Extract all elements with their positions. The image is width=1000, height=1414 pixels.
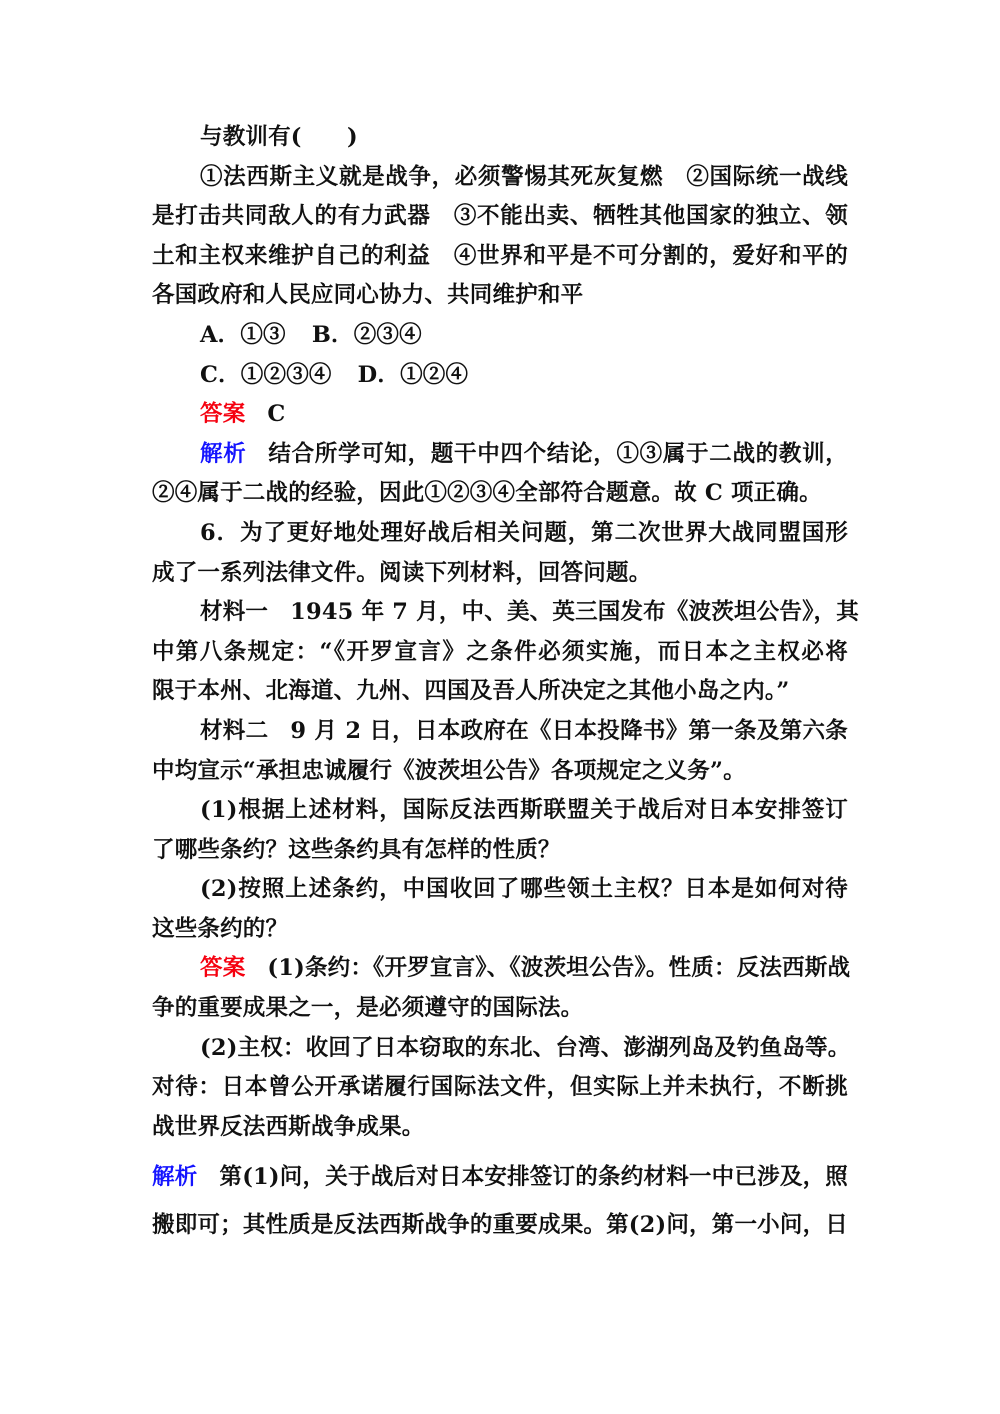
material1-text: 1945 年 7 月，中、美、英三国发布《波茨坦公告》，其	[290, 599, 859, 626]
statement-line: ①法西斯主义就是战争，必须警惕其死灰复燃 ②国际统一战线	[200, 163, 848, 190]
sub-question-1: (1)根据上述材料，国际反法西斯联盟关于战后对日本安排签订	[200, 797, 848, 824]
material1-line: 限于本州、北海道、九州、四国及吾人所决定之其他小岛之内。”	[152, 678, 790, 705]
statement-line: 土和主权来维护自己的利益 ④世界和平是不可分割的，爱好和平的	[152, 242, 848, 269]
analysis6-row	[152, 1153, 848, 1201]
question6-stem: 成了一系列法律文件。阅读下列材料，回答问题。	[152, 559, 652, 586]
material1-line: 中第八条规定：“《开罗宣言》之条件必须实施，而日本之主权必将	[152, 638, 848, 665]
material1-label: 材料一	[200, 599, 269, 626]
answer-value: C	[267, 401, 286, 428]
option-b: B．②③④	[311, 321, 422, 348]
material2-row	[152, 712, 848, 752]
answer-line: 战世界反法西斯战争成果。	[152, 1113, 425, 1140]
analysis-label: 解析	[200, 440, 247, 467]
options-row-ab	[152, 316, 848, 356]
question-stem-tail: 与教训有( )	[200, 124, 358, 150]
answer-text: (1)条约：《开罗宣言》、《波茨坦公告》。性质：反法西斯战	[267, 955, 851, 982]
options-row-cd	[152, 356, 848, 396]
answer-line: 对待：日本曾公开承诺履行国际法文件，但实际上并未执行，不断挑	[152, 1074, 848, 1101]
sub-question-1-line: 了哪些条约？这些条约具有怎样的性质？	[152, 836, 561, 863]
statement-line: 是打击共同敌人的有力武器 ③不能出卖、牺牲其他国家的独立、领	[152, 203, 848, 230]
material1-row	[152, 593, 859, 633]
analysis-label: 解析	[152, 1164, 198, 1191]
sub-question-2: (2)按照上述条约，中国收回了哪些领土主权？日本是如何对待	[200, 876, 848, 903]
material2-label: 材料二	[200, 717, 269, 744]
material2-line: 中均宣示“承担忠诚履行《波茨坦公告》各项规定之义务”。	[152, 757, 746, 784]
sub-question-2-line: 这些条约的？	[152, 915, 289, 942]
analysis-text: 结合所学可知，题干中四个结论，①③属于二战的教训，	[268, 440, 848, 467]
document-page	[152, 118, 859, 1249]
answer6-row	[152, 949, 851, 989]
option-d: D．①②④	[357, 361, 469, 388]
answer-label: 答案	[200, 401, 246, 428]
answer-label: 答案	[200, 955, 246, 982]
question6-stem: 6．为了更好地处理好战后相关问题，第二次世界大战同盟国形	[200, 519, 848, 546]
material2-text: 9 月 2 日，日本政府在《日本投降书》第一条及第六条	[290, 717, 848, 744]
option-a: A．①③	[200, 321, 286, 348]
answer-line: (2)主权：收回了日本窃取的东北、台湾、澎湖列岛及钓鱼岛等。	[200, 1034, 851, 1061]
analysis-line: 搬即可；其性质是反法西斯战争的重要成果。第(2)问，第一小问，日	[152, 1212, 848, 1239]
analysis-row	[152, 435, 848, 475]
option-c: C．①②③④	[200, 361, 332, 388]
answer-row	[152, 395, 848, 435]
analysis-line: ②④属于二战的经验，因此①②③④全部符合题意。故 C 项正确。	[152, 480, 822, 507]
statement-line: 各国政府和人民应同心协力、共同维护和平	[152, 282, 584, 309]
analysis-text: 第(1)问，关于战后对日本安排签订的条约材料一中已涉及，照	[219, 1164, 849, 1191]
answer-line: 争的重要成果之一，是必须遵守的国际法。	[152, 995, 584, 1022]
